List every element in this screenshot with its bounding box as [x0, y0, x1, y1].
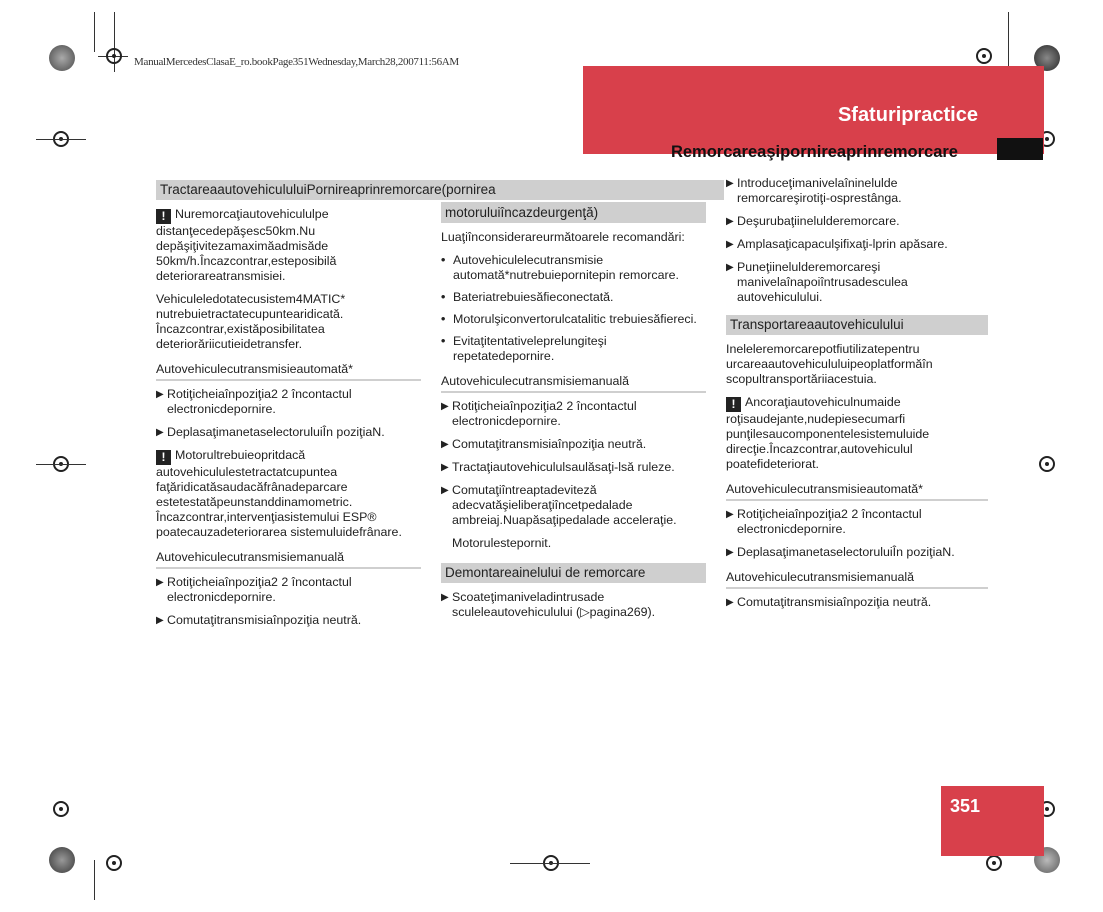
step-item: ▶ Comutaţitransmisiaînpoziţia neutră. — [726, 595, 932, 609]
warning-note: ! Nuremorcaţiautovehicululpe distanţecedepăşesc50km.Nu depăşiţivitezamaximăadmisăde 50km/h.Încazcontrar,esteposibilă deteriorareatransmisiei. — [156, 207, 337, 283]
section-heading: TractareaautovehicululuiPornireaprinremorcare(pornirea — [156, 180, 724, 200]
bullet-icon: • — [441, 253, 446, 267]
section-heading-continued: motoruluiîncazdeurgenţă) — [441, 202, 706, 223]
registration-mark-icon — [53, 801, 69, 817]
step-item: ▶ Comutaţitransmisiaînpoziţia neutră. — [156, 613, 362, 627]
crop-mark — [94, 12, 95, 52]
section-heading: Transportareaautovehiculului — [726, 315, 988, 335]
arrow-icon: ▶ — [726, 262, 734, 273]
registration-mark-icon — [106, 855, 122, 871]
step-item: ▶ Comutaţiîntreaptadeviteză adecvatăşieliberaţiîncetpedalade ambreiaj.Nuapăsaţipedalade acceleraţie. — [441, 483, 677, 527]
bullet-icon: • — [441, 312, 446, 326]
crop-mark — [36, 139, 86, 140]
step-item: ▶ Rotiţicheiaînpoziţia2 2 încontactul electronicdepornire. — [156, 387, 352, 416]
arrow-icon: ▶ — [441, 485, 449, 496]
bullet-item: • Bateriatrebuiesăfieconectată. — [441, 290, 614, 304]
registration-mark-icon — [1039, 456, 1055, 472]
step-item: ▶ Scoateţimaniveladintrusade sculeleautovehiculului (▷pagina269). — [441, 590, 656, 619]
arrow-icon: ▶ — [441, 439, 449, 450]
arrow-icon: ▶ — [726, 239, 734, 250]
step-item: ▶ Amplasaţicapaculşifixaţi-lprin apăsare. — [726, 237, 948, 251]
arrow-icon: ▶ — [726, 509, 734, 520]
column-middle — [441, 202, 706, 628]
warning-icon: ! — [156, 450, 171, 465]
arrow-icon: ▶ — [441, 401, 449, 412]
registration-mark-icon — [106, 48, 122, 64]
subheading: Autovehiculecutransmisiemanuală — [441, 374, 706, 393]
warning-icon: ! — [726, 397, 741, 412]
bullet-icon: • — [441, 290, 446, 304]
arrow-icon: ▶ — [726, 597, 734, 608]
registration-mark-icon — [986, 855, 1002, 871]
section-heading: Demontareainelului de remorcare — [441, 563, 706, 583]
registration-mark-icon — [976, 48, 992, 64]
arrow-icon: ▶ — [156, 577, 164, 588]
column-right — [726, 176, 988, 618]
print-slug: ManualMercedesClasaE_ro.bookPage351Wednesday,March28,200711:56AM — [134, 56, 459, 68]
arrow-icon: ▶ — [156, 615, 164, 626]
step-item: ▶ Rotiţicheiaînpoziţia2 2 încontactul electronicdepornire. — [726, 507, 922, 536]
crop-mark — [94, 860, 95, 900]
arrow-icon: ▶ — [156, 389, 164, 400]
crop-mark — [36, 464, 86, 465]
arrow-icon: ▶ — [726, 216, 734, 227]
bullet-icon: • — [441, 334, 446, 348]
step-item: ▶ Deşurubaţiinelulderemorcare. — [726, 214, 900, 228]
subheading: Autovehiculecutransmisiemanuală — [156, 550, 421, 569]
thumb-index-block — [997, 138, 1043, 160]
step-item: ▶ Comutaţitransmisiaînpoziţia neutră. — [441, 437, 647, 451]
warning-icon: ! — [156, 209, 171, 224]
crop-mark — [510, 863, 590, 864]
step-item: ▶ Rotiţicheiaînpoziţia2 2 încontactul electronicdepornire. — [441, 399, 637, 428]
section-title: Sfaturipractice — [837, 104, 978, 126]
crop-mark — [1008, 12, 1009, 72]
paragraph: Vehiculeledotatecusistem4MATIC* nutrebuietractatecupuntearidicată. Încazcontrar,existăposibilitatea deteriorăriicutieidetransfer. — [156, 292, 346, 351]
arrow-icon: ▶ — [441, 592, 449, 603]
subheading: Autovehiculecutransmisieautomată* — [726, 482, 988, 501]
bullet-item: • Evitaţitentativeleprelungiteşi repetatedepornire. — [441, 334, 607, 363]
subheading: Autovehiculecutransmisiemanuală — [726, 570, 988, 589]
bullet-item: • Autovehiculelecutransmisie automată*nutrebuiepornitepin remorcare. — [441, 253, 679, 282]
warning-note: ! Motorultrebuieopritdacă autovehicululestetractatcupuntea faţăridicatăsaudacăfrânadeparcare estetestatăpeunstanddinamometric. Încazcontrar,intervenţiasistemului ESP® poatecauzadeteriorarea sistemuluidefrânare. — [156, 448, 402, 539]
page-subtitle: Remorcareaşipornireaprinremorcare — [670, 143, 958, 161]
subheading: Autovehiculecutransmisieautomată* — [156, 362, 421, 381]
step-item: ▶ DeplasaţimanetaselectoruluiÎn poziţiaN. — [726, 545, 955, 559]
paragraph: Ineleleremorcarepotfiutilizatepentru urcareaautovehicululuipeoplatformăîn scopultransportăriiacestuia. — [726, 342, 933, 386]
bullet-item: • Motorulşiconvertorulcatalitic trebuiesăfiereci. — [441, 312, 697, 326]
step-item: ▶ Tractaţiautovehicululsaulăsaţi-lsă ruleze. — [441, 460, 675, 474]
color-target-icon — [49, 847, 75, 873]
color-target-icon — [49, 45, 75, 71]
arrow-icon: ▶ — [156, 427, 164, 438]
arrow-icon: ▶ — [726, 178, 734, 189]
step-item: ▶ Rotiţicheiaînpoziţia2 2 încontactul electronicdepornire. — [156, 575, 352, 604]
paragraph: Motorulestepornit. — [452, 536, 552, 550]
step-item: ▶ Puneţiinelulderemorcareşi manivelaînapoiîntrusadesculea autovehiculului. — [726, 260, 908, 304]
column-left — [156, 180, 496, 636]
step-item: ▶ DeplasaţimanetaselectoruluiÎn poziţiaN. — [156, 425, 385, 439]
arrow-icon: ▶ — [726, 547, 734, 558]
page-number: 351 — [950, 796, 981, 816]
paragraph: Luaţiînconsiderareurmătoarele recomandări: — [441, 230, 685, 244]
step-item: ▶ Introduceţimanivelaîninelulde remorcareşirotiţi-osprestânga. — [726, 176, 902, 205]
warning-note: ! Ancoraţiautovehiculnumaide roţisaudejante,nudepiesecumarfi punţilesaucomponentelesistemuluide direcţie.Încazcontrar,autovehiculul poatefideteriorat. — [726, 395, 930, 471]
arrow-icon: ▶ — [441, 462, 449, 473]
